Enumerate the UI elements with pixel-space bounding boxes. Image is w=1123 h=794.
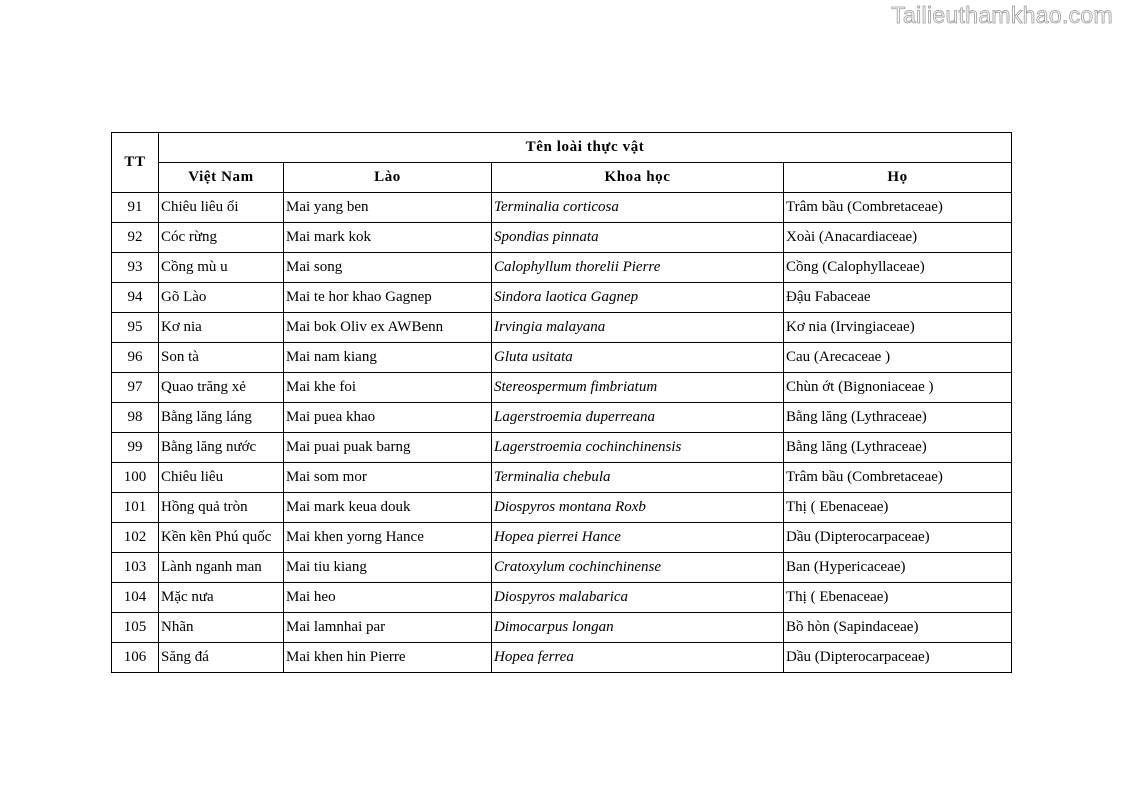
cell-khoa-hoc: Diospyros montana Roxb (492, 493, 784, 523)
cell-khoa-hoc: Gluta usitata (492, 343, 784, 373)
cell-lao: Mai lamnhai par (284, 613, 492, 643)
cell-lao: Mai song (284, 253, 492, 283)
cell-lao: Mai som mor (284, 463, 492, 493)
cell-viet-nam: Săng đá (159, 643, 284, 673)
cell-ho: Kơ nia (Irvingiaceae) (784, 313, 1012, 343)
cell-lao: Mai te hor khao Gagnep (284, 283, 492, 313)
table-row (112, 373, 1012, 403)
cell-khoa-hoc: Lagerstroemia duperreana (492, 403, 784, 433)
cell-khoa-hoc: Irvingia malayana (492, 313, 784, 343)
header-khoa-hoc: Khoa học (492, 163, 784, 193)
cell-ho: Dầu (Dipterocarpaceae) (784, 643, 1012, 673)
cell-khoa-hoc: Cratoxylum cochinchinense (492, 553, 784, 583)
cell-viet-nam: Kền kền Phú quốc (159, 523, 284, 553)
cell-tt: 104 (112, 583, 159, 613)
table-row (112, 343, 1012, 373)
cell-ho: Trâm bầu (Combretaceae) (784, 193, 1012, 223)
table-row (112, 523, 1012, 553)
cell-khoa-hoc: Terminalia chebula (492, 463, 784, 493)
cell-viet-nam: Chiêu liêu (159, 463, 284, 493)
cell-khoa-hoc: Lagerstroemia cochinchinensis (492, 433, 784, 463)
cell-viet-nam: Hồng quả tròn (159, 493, 284, 523)
cell-lao: Mai khen yorng Hance (284, 523, 492, 553)
cell-tt: 96 (112, 343, 159, 373)
cell-viet-nam: Mặc nưa (159, 583, 284, 613)
header-group-ten-loai: Tên loài thực vật (159, 133, 1012, 163)
cell-ho: Cau (Arecaceae ) (784, 343, 1012, 373)
cell-ho: Thị ( Ebenaceae) (784, 583, 1012, 613)
cell-ho: Cồng (Calophyllaceae) (784, 253, 1012, 283)
cell-tt: 97 (112, 373, 159, 403)
cell-ho: Xoài (Anacardiaceae) (784, 223, 1012, 253)
cell-tt: 92 (112, 223, 159, 253)
cell-lao: Mai tiu kiang (284, 553, 492, 583)
cell-lao: Mai mark kok (284, 223, 492, 253)
cell-tt: 93 (112, 253, 159, 283)
table-row (112, 253, 1012, 283)
cell-viet-nam: Cóc rừng (159, 223, 284, 253)
table-row (112, 313, 1012, 343)
cell-khoa-hoc: Sindora laotica Gagnep (492, 283, 784, 313)
cell-tt: 91 (112, 193, 159, 223)
header-lao: Lào (284, 163, 492, 193)
cell-ho: Dầu (Dipterocarpaceae) (784, 523, 1012, 553)
cell-viet-nam: Bằng lăng láng (159, 403, 284, 433)
cell-ho: Trâm bầu (Combretaceae) (784, 463, 1012, 493)
cell-lao: Mai khen hin Pierre (284, 643, 492, 673)
cell-khoa-hoc: Hopea ferrea (492, 643, 784, 673)
watermark-text: Tailieuthamkhao.com (891, 2, 1113, 28)
cell-tt: 98 (112, 403, 159, 433)
cell-viet-nam: Kơ nia (159, 313, 284, 343)
cell-viet-nam: Chiêu liêu ổi (159, 193, 284, 223)
cell-viet-nam: Gõ Lào (159, 283, 284, 313)
table-header (112, 133, 1012, 193)
cell-ho: Đậu Fabaceae (784, 283, 1012, 313)
table-row (112, 553, 1012, 583)
cell-tt: 99 (112, 433, 159, 463)
cell-tt: 94 (112, 283, 159, 313)
header-viet-nam: Việt Nam (159, 163, 284, 193)
cell-viet-nam: Lành nganh man (159, 553, 284, 583)
table-row (112, 283, 1012, 313)
cell-viet-nam: Nhãn (159, 613, 284, 643)
cell-khoa-hoc: Spondias pinnata (492, 223, 784, 253)
cell-lao: Mai nam kiang (284, 343, 492, 373)
header-ho: Họ (784, 163, 1012, 193)
table-row (112, 493, 1012, 523)
cell-lao: Mai puai puak barng (284, 433, 492, 463)
table-row (112, 433, 1012, 463)
cell-lao: Mai yang ben (284, 193, 492, 223)
cell-ho: Thị ( Ebenaceae) (784, 493, 1012, 523)
table-row (112, 223, 1012, 253)
cell-tt: 103 (112, 553, 159, 583)
cell-ho: Chùn ớt (Bignoniaceae ) (784, 373, 1012, 403)
cell-lao: Mai khe foi (284, 373, 492, 403)
table-body (112, 193, 1012, 673)
cell-viet-nam: Cồng mù u (159, 253, 284, 283)
table-row (112, 193, 1012, 223)
table-row (112, 403, 1012, 433)
species-table (111, 132, 1012, 673)
cell-tt: 95 (112, 313, 159, 343)
cell-ho: Bằng lăng (Lythraceae) (784, 433, 1012, 463)
cell-khoa-hoc: Stereospermum fimbriatum (492, 373, 784, 403)
table-row (112, 463, 1012, 493)
table-row (112, 643, 1012, 673)
cell-ho: Ban (Hypericaceae) (784, 553, 1012, 583)
cell-viet-nam: Bằng lăng nước (159, 433, 284, 463)
cell-ho: Bằng lăng (Lythraceae) (784, 403, 1012, 433)
cell-tt: 100 (112, 463, 159, 493)
cell-tt: 106 (112, 643, 159, 673)
cell-tt: 101 (112, 493, 159, 523)
cell-khoa-hoc: Diospyros malabarica (492, 583, 784, 613)
cell-tt: 102 (112, 523, 159, 553)
cell-khoa-hoc: Hopea pierrei Hance (492, 523, 784, 553)
cell-ho: Bồ hòn (Sapindaceae) (784, 613, 1012, 643)
cell-lao: Mai puea khao (284, 403, 492, 433)
cell-viet-nam: Son tà (159, 343, 284, 373)
cell-viet-nam: Quao trăng xẻ (159, 373, 284, 403)
cell-khoa-hoc: Terminalia corticosa (492, 193, 784, 223)
header-tt: TT (112, 133, 159, 193)
table-row (112, 583, 1012, 613)
cell-lao: Mai mark keua douk (284, 493, 492, 523)
cell-tt: 105 (112, 613, 159, 643)
cell-lao: Mai heo (284, 583, 492, 613)
cell-khoa-hoc: Dimocarpus longan (492, 613, 784, 643)
cell-khoa-hoc: Calophyllum thorelii Pierre (492, 253, 784, 283)
cell-lao: Mai bok Oliv ex AWBenn (284, 313, 492, 343)
table-row (112, 613, 1012, 643)
